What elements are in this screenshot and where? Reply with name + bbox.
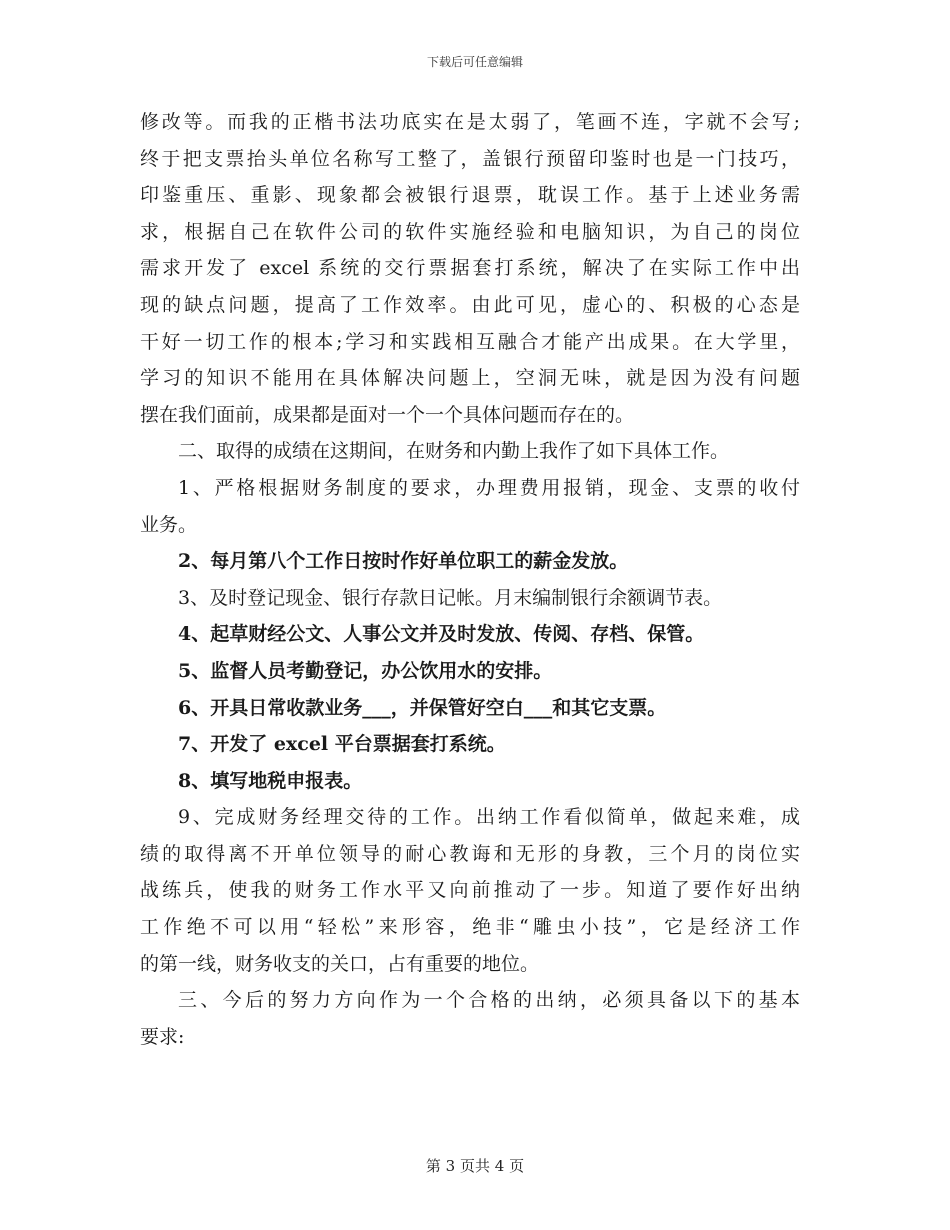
text-line: 战练兵，使我的财务工作水平又向前推动了一步。知道了要作好出纳 [140, 879, 800, 902]
list-item-1: 1、严格根据财务制度的要求，办理费用报销，现金、支票的收付 [178, 476, 800, 499]
text-line: 业务。 [140, 513, 198, 536]
text-line: 现的缺点问题，提高了工作效率。由此可见，虚心的、积极的心态是 [140, 293, 800, 316]
text-line: 摆在我们面前，成果都是面对一个一个具体问题而存在的。 [140, 403, 635, 426]
document-body [140, 104, 800, 1055]
page-header: 下载后可任意编辑 [426, 55, 523, 69]
text-line: 求，根据自己在软件公司的软件实施经验和电脑知识，为自己的岗位 [140, 220, 800, 243]
text-line: 要求: [140, 1025, 185, 1048]
text-line: 学习的知识不能用在具体解决问题上，空洞无味，就是因为没有问题 [140, 367, 800, 390]
text-line: 印鉴重压、重影、现象都会被银行退票，耽误工作。基于上述业务需 [140, 184, 800, 207]
list-item-9: 9、完成财务经理交待的工作。出纳工作看似简单，做起来难，成 [178, 806, 800, 829]
list-item-8: 8、填写地税申报表。 [178, 769, 363, 792]
text-line: 需求开发了 excel 系统的交行票据套打系统，解决了在实际工作中出 [140, 257, 800, 280]
text-line: 的第一线，财务收支的关口，占有重要的地位。 [140, 952, 540, 975]
list-item-6: 6、开具日常收款业务___，并保管好空白___和其它支票。 [178, 696, 667, 719]
list-item-7: 7、开发了 excel 平台票据套打系统。 [178, 733, 506, 756]
page-footer: 第 3 页共 4 页 [425, 1157, 525, 1175]
section-heading-2: 二、取得的成绩在这期间，在财务和内勤上我作了如下具体工作。 [178, 440, 730, 463]
list-item-5: 5、监督人员考勤登记，办公饮用水的安排。 [178, 659, 553, 682]
text-line: 修改等。而我的正楷书法功底实在是太弱了，笔画不连，字就不会写; [140, 111, 800, 133]
text-line: 绩的取得离不开单位领导的耐心教诲和无形的身教，三个月的岗位实 [140, 842, 800, 865]
section-heading-3: 三、今后的努力方向作为一个合格的出纳，必须具备以下的基本 [178, 989, 800, 1012]
text-line: 工作绝不可以用“轻松”来形容，绝非“雕虫小技”，它是经济工作 [140, 916, 800, 939]
list-item-3: 3、及时登记现金、银行存款日记帐。月末编制银行余额调节表。 [178, 586, 723, 609]
list-item-2: 2、每月第八个工作日按时作好单位职工的薪金发放。 [178, 550, 629, 573]
list-item-4: 4、起草财经公文、人事公文并及时发放、传阅、存档、保管。 [178, 623, 705, 646]
text-line: 干好一切工作的根本;学习和实践相互融合才能产出成果。在大学里， [140, 330, 800, 353]
text-line: 终于把支票抬头单位名称写工整了，盖银行预留印鉴时也是一门技巧， [140, 147, 800, 170]
